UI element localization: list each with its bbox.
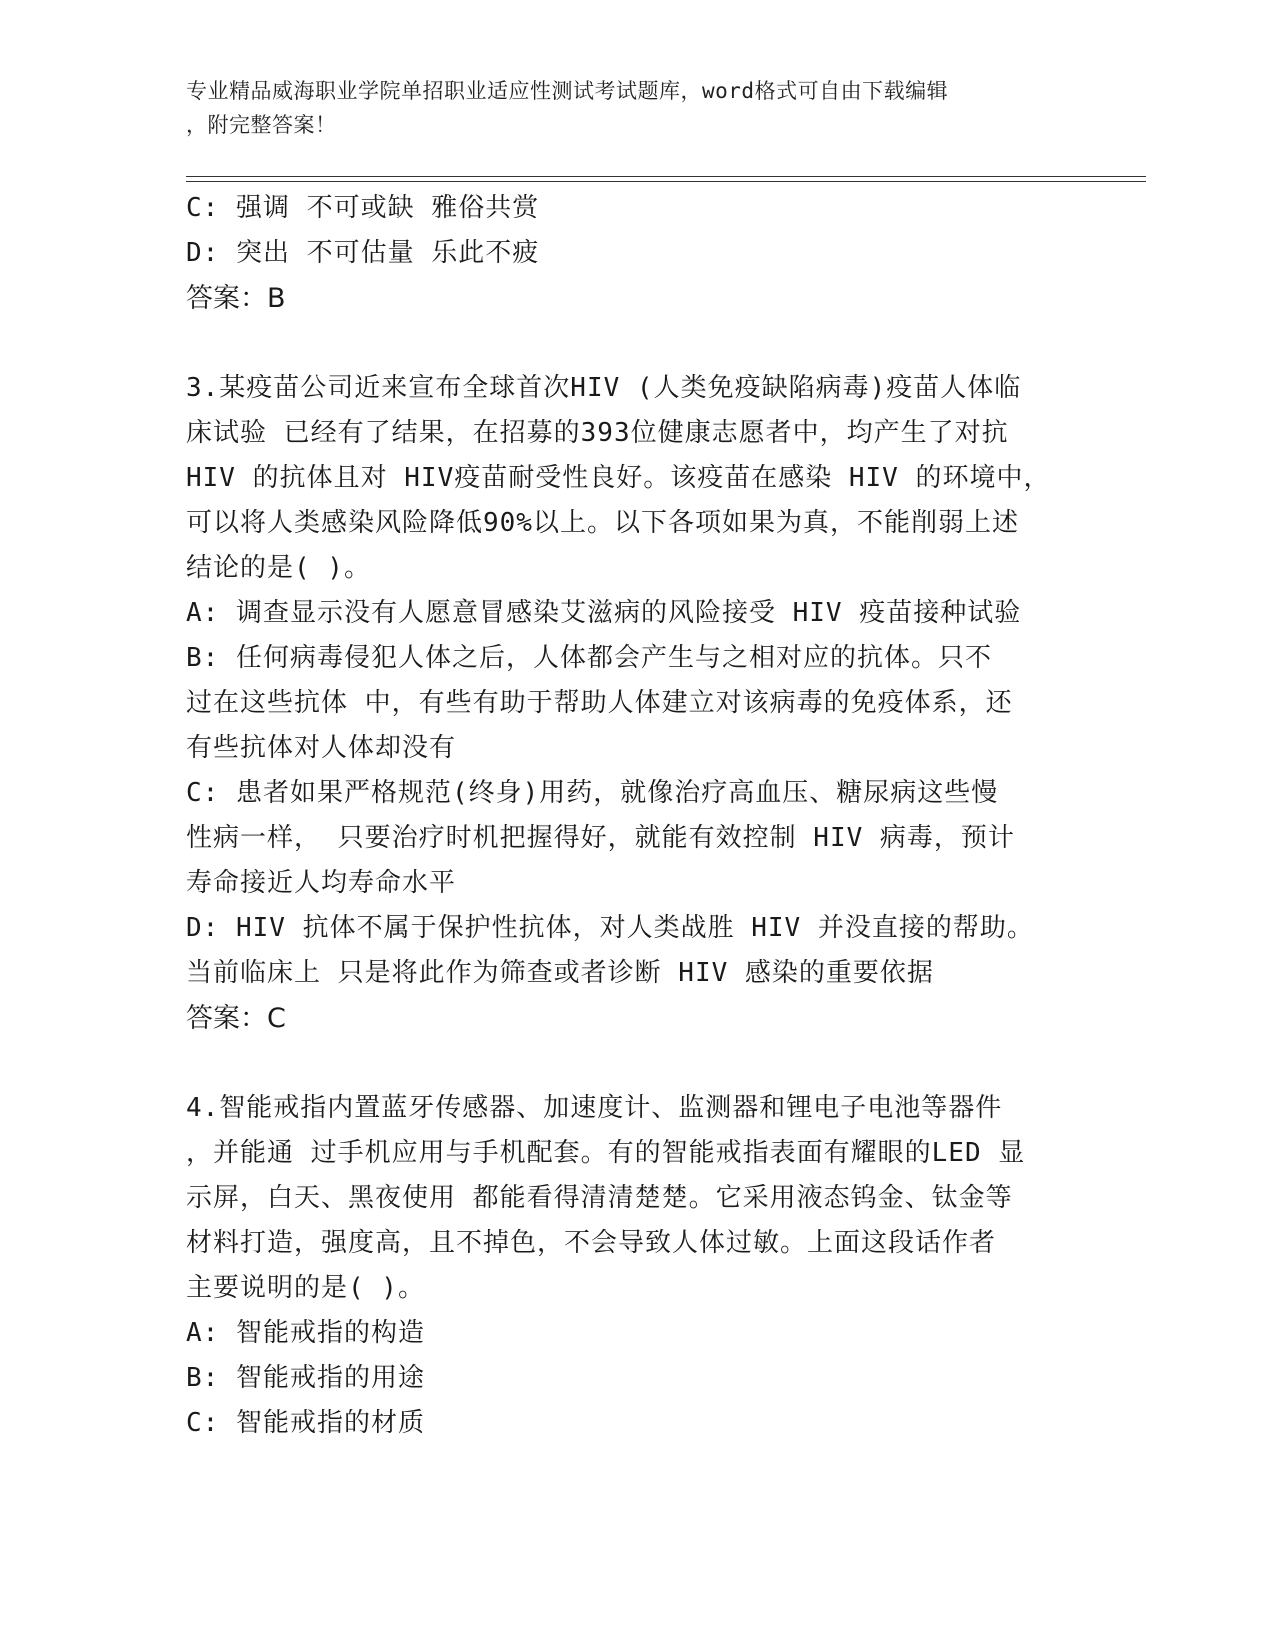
q2-answer: 答案：B — [186, 283, 286, 314]
q3-option-d: D: HIV 抗体不属于保护性抗体，对人类战胜 HIV 并没直接的帮助。 — [186, 913, 1034, 943]
q3-option-d-cont: 当前临床上 只是将此作为筛查或者诊断 HIV 感染的重要依据 — [186, 958, 934, 988]
header-line-2: ，附完整答案！ — [186, 113, 337, 137]
q4-option-c: C: 智能戒指的材质 — [186, 1408, 425, 1438]
q4-option-a: A: 智能戒指的构造 — [186, 1318, 425, 1348]
q4-stem-line: 示屏，白天、黑夜使用 都能看得清清楚楚。它采用液态钨金、钛金等 — [186, 1183, 1013, 1213]
q4-stem-line: 主要说明的是( )。 — [186, 1273, 425, 1303]
q4-option-b: B: 智能戒指的用途 — [186, 1363, 425, 1393]
q3-option-b-cont: 过在这些抗体 中，有些有助于帮助人体建立对该病毒的免疫体系，还 — [186, 688, 1013, 718]
q3-option-b: B: 任何病毒侵犯人体之后，人体都会产生与之相对应的抗体。只不 — [186, 643, 992, 673]
q3-stem-line: 结论的是( )。 — [186, 553, 371, 583]
header-divider-bottom — [186, 181, 1146, 182]
q3-option-c-cont: 性病一样， 只要治疗时机把握得好，就能有效控制 HIV 病毒，预计 — [186, 823, 1015, 853]
page-header — [186, 74, 1066, 142]
q3-answer: 答案：C — [186, 1003, 286, 1034]
header-line-1: 专业精品威海职业学院单招职业适应性测试考试题库，word格式可自由下载编辑 — [186, 79, 949, 103]
q3-stem-line: 3.某疫苗公司近来宣布全球首次HIV (人类免疫缺陷病毒)疫苗人体临 — [186, 373, 1022, 403]
q2-option-c: C: 强调 不可或缺 雅俗共赏 — [186, 193, 540, 223]
q2-option-d: D: 突出 不可估量 乐此不疲 — [186, 238, 540, 268]
q3-stem-line: 可以将人类感染风险降低90%以上。以下各项如果为真，不能削弱上述 — [186, 508, 1019, 538]
spacer — [186, 1041, 1086, 1086]
header-divider-top — [186, 176, 1146, 177]
q3-option-b-cont: 有些抗体对人体却没有 — [186, 733, 457, 763]
q4-stem-line: 4.智能戒指内置蓝牙传感器、加速度计、监测器和锂电子电池等器件 — [186, 1093, 1003, 1123]
q3-option-c: C: 患者如果严格规范(终身)用药，就像治疗高血压、糖尿病这些慢 — [186, 778, 999, 808]
document-body — [186, 186, 1086, 1446]
q4-stem-line: ，并能通 过手机应用与手机配套。有的智能戒指表面有耀眼的LED 显 — [186, 1138, 1026, 1168]
q3-option-a: A: 调查显示没有人愿意冒感染艾滋病的风险接受 HIV 疫苗接种试验 — [186, 598, 1022, 628]
q3-option-c-cont: 寿命接近人均寿命水平 — [186, 868, 457, 898]
q3-stem-line: 床试验 已经有了结果，在招募的393位健康志愿者中，均产生了对抗 — [186, 418, 1009, 448]
q4-stem-line: 材料打造，强度高，且不掉色，不会导致人体过敏。上面这段话作者 — [186, 1228, 997, 1258]
spacer — [186, 321, 1086, 366]
q3-stem-line: HIV 的抗体且对 HIV疫苗耐受性良好。该疫苗在感染 HIV 的环境中， — [186, 463, 1051, 493]
